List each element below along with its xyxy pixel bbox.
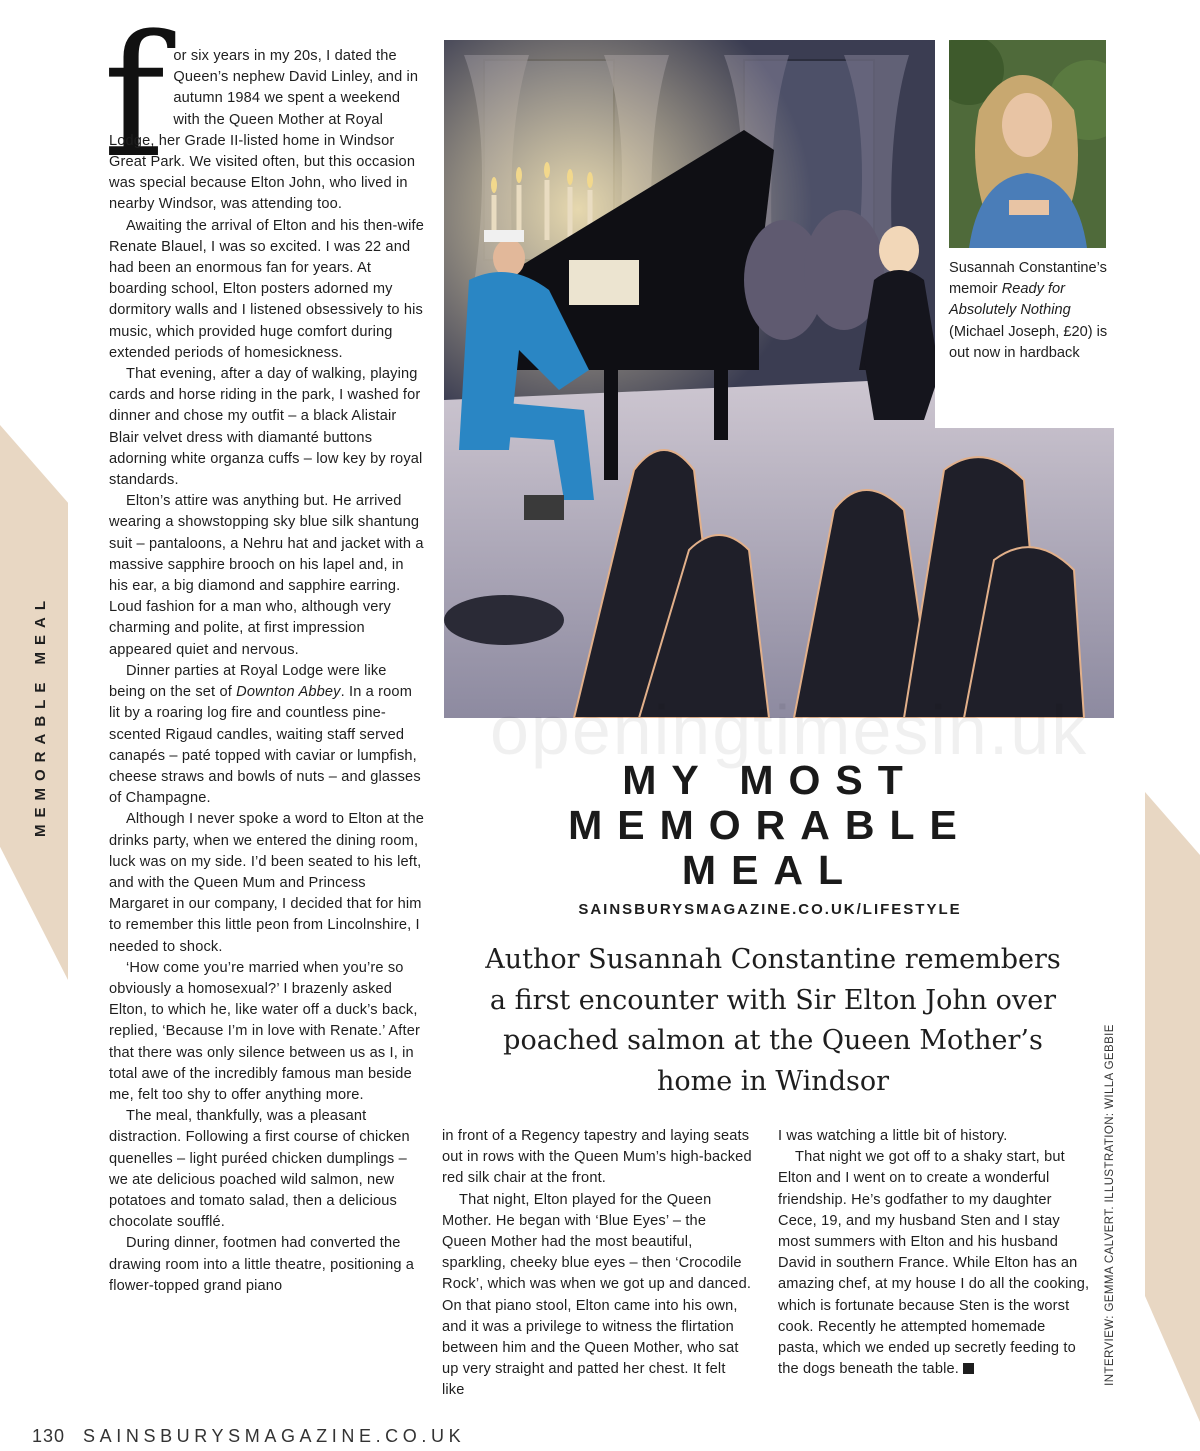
author-photo [949, 40, 1106, 248]
headline-line: MEMORABLE [568, 802, 972, 848]
page-number: 130 [32, 1426, 66, 1446]
headline [500, 758, 1040, 893]
photo-caption: Susannah Constantine’s memoir Ready for Absolutely Nothing (Michael Joseph, £20) is out now in hardback [949, 260, 1108, 361]
paragraph: for six years in my 20s, I dated the Queen’s nephew David Linley, and in autumn 1984 we spent a weekend with the Queen Mother at Royal Lodge, her Grade II-listed home in Windsor Great Park. We visited often, but this occasion was special because Elton John, who lived in nearby Windsor, was attending too. [103, 0, 419, 213]
paragraph: That evening, after a day of walking, playing cards and horse riding in the park, I washed for dinner and chose my outfit – a black Alistair Blair velvet dress with diamanté buttons adorning white organza cuffs – low key by royal standards. [109, 366, 423, 489]
page-footer [32, 1426, 465, 1447]
paragraph: I was watching a little bit of history. [778, 1128, 1008, 1144]
drop-cap: f [103, 0, 166, 195]
photo-credit: INTERVIEW: GEMMA CALVERT. ILLUSTRATION: WILLA GEBBIE [1104, 1024, 1117, 1386]
paragraph: That night, Elton played for the Queen Mother. He began with ‘Blue Eyes’ – the Queen Mother had the most beautiful, sparkling, cheeky blue eyes – then ‘Crocodile Rock’, which was when we got up and danced. On that piano stool, Elton came into his own, and it was a privilege to witness the flirtation between him and the Queen Mother, who sat up very straight and patted her chest. It felt like [442, 1191, 752, 1399]
article-column-1 [103, 0, 425, 1297]
watermark: openingtimesin.uk [490, 691, 1089, 769]
footer-site: SAINSBURYSMAGAZINE.CO.UK [83, 1426, 466, 1446]
right-chevron-decoration [1145, 792, 1200, 1422]
paragraph: Although I never spoke a word to Elton at the drinks party, when we entered the dining room, luck was on my side. I’d been seated to his left, and with the Queen Mum and Princess Margaret in our company, I decided that for him to remember this little peon from Lincolnshire, I needed to shock. [109, 811, 424, 955]
paragraph: Awaiting the arrival of Elton and his then-wife Renate Blauel, I was so excited. I was 22 and had been an enormous fan for years. At boarding school, Elton posters adorned my dormitory walls and I listened obsessively to his music, which provided huge comfort during extended periods of homesickness. [109, 217, 425, 361]
paragraph: During dinner, footmen had converted the drawing room into a little theatre, positioning a flower-topped grand piano [109, 1235, 415, 1294]
end-mark-icon [963, 1363, 974, 1374]
paragraph: Dinner parties at Royal Lodge were like being on the set of Downton Abbey. In a room lit by a roaring log fire and countless pine-scented Rigaud candles, waiting staff served canapés – paté topped with caviar or lumpfish, cheese straws and bowls of nuts – and glasses of Champagne. [109, 662, 421, 807]
paragraph: in front of a Regency tapestry and laying seats out in rows with the Queen Mum’s high-backed red silk chair at the front. [442, 1128, 752, 1187]
paragraph: That night we got off to a shaky start, but Elton and I went on to create a wonderful friendship. He’s godfather to my daughter Cece, 19, and my husband Sten and I stay most summers with Elton and his husband David in southern France. While Elton has an amazing chef, at my house I do all the cooking, which is fortunate because Sten is the worst cook. Recently he attempted homemade pasta, which we ended up secretly feeding to the dogs beneath the table. [778, 1149, 1090, 1378]
article-column-3 [778, 1126, 1090, 1380]
paragraph: ‘How come you’re married when you’re so obviously a homosexual?’ I brazenly asked Elton, to which he, like water off a duck’s back, replied, ‘Because I’m in love with Renate.’ After that there was only silence between us as I, in total awe of the incredibly famous man beside me, felt too shy to offer anything more. [109, 959, 420, 1103]
paragraph: Elton’s attire was anything but. He arrived wearing a showstopping sky blue silk shantung suit – pantaloons, a Nehru hat and jacket with a massive sapphire brooch on his lapel and, in his ear, a big diamond and sapphire earring. Loud fashion for a man who, although very charming and polite, at first impression appeared quiet and nervous. [109, 493, 424, 658]
headline-line: MEAL [681, 847, 859, 893]
section-label: MEMORABLE MEAL [31, 593, 49, 837]
headline-line: MY MOST [622, 757, 918, 803]
paragraph: The meal, thankfully, was a pleasant distraction. Following a first course of chicken quenelles – light puréed chicken dumplings – we ate delicious poached wild salmon, new potatoes and tomato salad, then a delicious chocolate soufflé. [109, 1108, 410, 1231]
section-url[interactable]: SAINSBURYSMAGAZINE.CO.UK/LIFESTYLE [578, 901, 962, 918]
standfirst: Author Susannah Constantine remembers a first encounter with Sir Elton John over poached salmon at the Queen Mother’s home in Windsor [485, 944, 1061, 1097]
article-column-2 [442, 1126, 752, 1402]
